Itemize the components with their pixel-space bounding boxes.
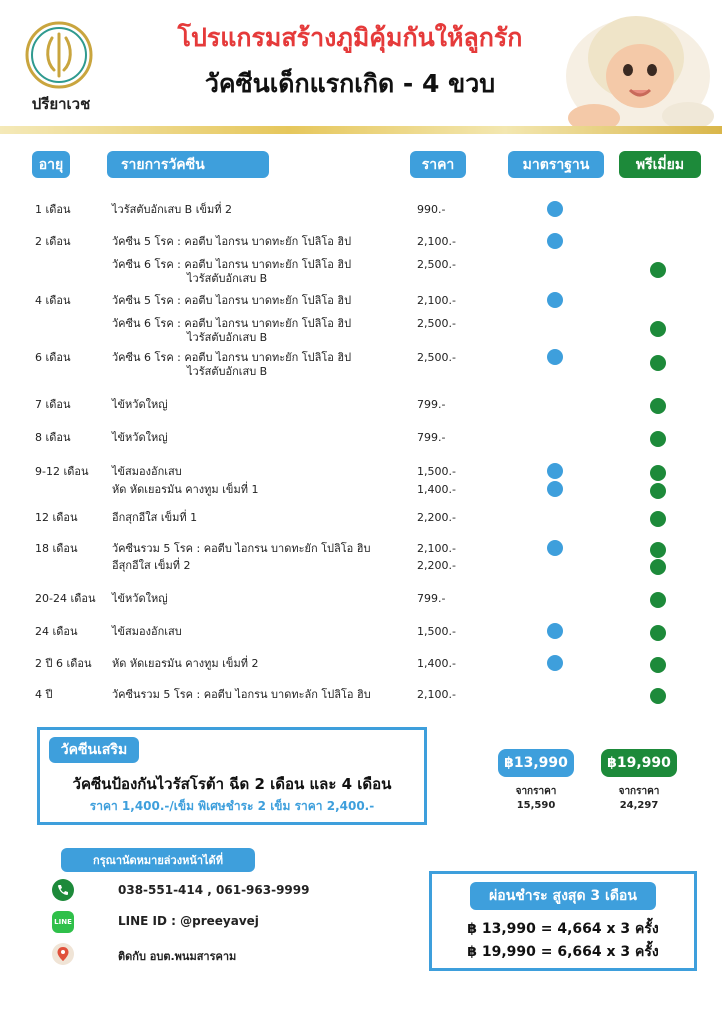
row-price: 2,100.-: [417, 542, 456, 555]
premium-package-from: [594, 785, 684, 813]
row-vaccine: ไข้สมองอักเสบ: [112, 465, 182, 478]
premium-dot: [650, 465, 666, 481]
location-pin-icon: [52, 943, 74, 965]
row-vaccine: ไวรัสตับอักเสบ B เข็มที่ 2: [112, 203, 232, 216]
standard-from-price: 15,590: [516, 800, 556, 811]
baby-photo: [548, 6, 722, 130]
row-vaccine: วัคซีนรวม 5 โรค : คอตีบ ไอกรน บาดทะยัก โปลิโอ ฮิบ: [112, 542, 371, 555]
header: [0, 0, 722, 128]
standard-dot: [547, 655, 563, 671]
header-vaccine: รายการวัคซีน: [107, 151, 269, 178]
standard-dot: [547, 201, 563, 217]
row-age: 4 ปี: [35, 688, 53, 701]
standard-dot: [547, 233, 563, 249]
premium-dot: [650, 431, 666, 447]
premium-dot: [650, 625, 666, 641]
row-price: 2,100.-: [417, 688, 456, 701]
header-premium: พรีเมี่ยม: [619, 151, 701, 178]
row-vaccine: หัด หัดเยอรมัน คางทูม เข็มที่ 2: [112, 657, 259, 670]
row-age: 9-12 เดือน: [35, 465, 89, 478]
extra-vaccine-label: วัคซีนเสริม: [49, 737, 139, 763]
extra-vaccine-desc: วัคซีนป้องกันไวรัสโรต้า ฉีด 2 เดือน และ 4 เดือน: [72, 775, 392, 793]
row-price: 799.-: [417, 431, 446, 444]
premium-dot: [650, 657, 666, 673]
premium-dot: [650, 398, 666, 414]
phone-number[interactable]: 038-551-414 , 061-963-9999: [118, 883, 310, 897]
row-vaccine: วัคซีน 6 โรค : คอตีบ ไอกรน บาดทะยัก โปลิโอ ฮิป: [112, 317, 352, 330]
row-price: 799.-: [417, 398, 446, 411]
row-age: 8 เดือน: [35, 431, 71, 444]
standard-dot: [547, 463, 563, 479]
premium-dot: [650, 321, 666, 337]
premium-from-label: จากราคา: [618, 786, 660, 797]
row-price: 2,100.-: [417, 294, 456, 307]
installment-standard: ฿ 13,990 = 4,664 x 3 ครั้ง: [467, 921, 659, 937]
premium-dot: [650, 262, 666, 278]
row-price: 1,400.-: [417, 483, 456, 496]
row-price: 1,500.-: [417, 465, 456, 478]
row-vaccine-line2: ไวรัสตับอักเสบ B: [187, 331, 268, 344]
row-age: 24 เดือน: [35, 625, 78, 638]
row-age: 20-24 เดือน: [35, 592, 96, 605]
row-vaccine: ไข้หวัดใหญ่: [112, 592, 168, 605]
row-vaccine-line2: ไวรัสตับอักเสบ B: [187, 365, 268, 378]
row-vaccine-line2: ไวรัสตับอักเสบ B: [187, 272, 268, 285]
standard-from-label: จากราคา: [515, 786, 557, 797]
brand-name: ปรียาเวช: [31, 95, 91, 113]
premium-from-price: 24,297: [619, 800, 659, 811]
row-age: 6 เดือน: [35, 351, 71, 364]
premium-dot: [650, 511, 666, 527]
premium-dot: [650, 355, 666, 371]
row-vaccine: วัคซีนรวม 5 โรค : คอตีบ ไอกรน บาดทะลัก โปลิโอ ฮิบ: [112, 688, 371, 701]
row-age: 1 เดือน: [35, 203, 71, 216]
standard-dot: [547, 481, 563, 497]
standard-package-price: ฿13,990: [498, 749, 574, 777]
row-price: 799.-: [417, 592, 446, 605]
standard-package-from: [491, 785, 581, 813]
row-age: 2 เดือน: [35, 235, 71, 248]
line-id[interactable]: LINE ID : @preeyavej: [118, 914, 259, 928]
row-vaccine: วัคซีน 5 โรค : คอตีบ ไอกรน บาดทะยัก โปลิโอ ฮิป: [112, 294, 352, 307]
title-line2: วัคซีนเด็กแรกเกิด - 4 ขวบ: [204, 69, 496, 98]
row-age: 4 เดือน: [35, 294, 71, 307]
row-price: 1,400.-: [417, 657, 456, 670]
installment-label: ผ่อนชำระ สูงสุด 3 เดือน: [470, 882, 656, 910]
premium-dot: [650, 688, 666, 704]
row-age: 12 เดือน: [35, 511, 78, 524]
row-price: 990.-: [417, 203, 446, 216]
location-text: ติดกับ อบต.พนมสารคาม: [118, 950, 237, 963]
row-price: 2,500.-: [417, 351, 456, 364]
title-line1: โปรแกรมสร้างภูมิคุ้มกันให้ลูกรัก: [177, 23, 523, 52]
row-price: 2,100.-: [417, 235, 456, 248]
premium-dot: [650, 542, 666, 558]
contact-label: กรุณานัดหมายล่วงหน้าได้ที่: [61, 848, 255, 872]
installment-premium: ฿ 19,990 = 6,664 x 3 ครั้ง: [467, 944, 659, 960]
standard-dot: [547, 349, 563, 365]
row-age: 7 เดือน: [35, 398, 71, 411]
row-age: 18 เดือน: [35, 542, 78, 555]
row-vaccine: วัคซีน 6 โรค : คอตีบ ไอกรน บาดทะยัก โปลิโอ ฮิป: [112, 258, 352, 271]
row-vaccine: วัคซีน 5 โรค : คอตีบ ไอกรน บาดทะยัก โปลิโอ ฮิป: [112, 235, 352, 248]
row-vaccine: วัคซีน 6 โรค : คอตีบ ไอกรน บาดทะยัก โปลิโอ ฮิป: [112, 351, 352, 364]
row-vaccine: อีสุกอีใส เข็มที่ 2: [112, 559, 191, 572]
row-vaccine: อีกสุกอีใส เข็มที่ 1: [112, 511, 198, 524]
phone-icon: [52, 879, 74, 901]
row-price: 2,500.-: [417, 258, 456, 271]
header-standard: มาตราฐาน: [508, 151, 604, 178]
row-price: 2,200.-: [417, 511, 456, 524]
premium-package-price: ฿19,990: [601, 749, 677, 777]
row-vaccine: ไข้สมองอักเสบ: [112, 625, 182, 638]
row-price: 2,500.-: [417, 317, 456, 330]
row-vaccine: ไข้หวัดใหญ่: [112, 398, 168, 411]
row-price: 2,200.-: [417, 559, 456, 572]
standard-dot: [547, 623, 563, 639]
header-price: ราคา: [410, 151, 466, 178]
header-age: อายุ: [32, 151, 70, 178]
standard-dot: [547, 292, 563, 308]
premium-dot: [650, 592, 666, 608]
premium-dot: [650, 483, 666, 499]
gold-divider: [0, 126, 722, 134]
premium-dot: [650, 559, 666, 575]
line-icon: LINE: [52, 911, 74, 933]
extra-vaccine-price: ราคา 1,400.-/เข็ม พิเศษชำระ 2 เข็ม ราคา 2,400.-: [89, 799, 375, 813]
row-price: 1,500.-: [417, 625, 456, 638]
standard-dot: [547, 540, 563, 556]
row-vaccine: หัด หัดเยอรมัน คางทูม เข็มที่ 1: [112, 483, 259, 496]
clinic-logo: [24, 20, 94, 90]
row-age: 2 ปี 6 เดือน: [35, 657, 92, 670]
row-vaccine: ไข้หวัดใหญ่: [112, 431, 168, 444]
